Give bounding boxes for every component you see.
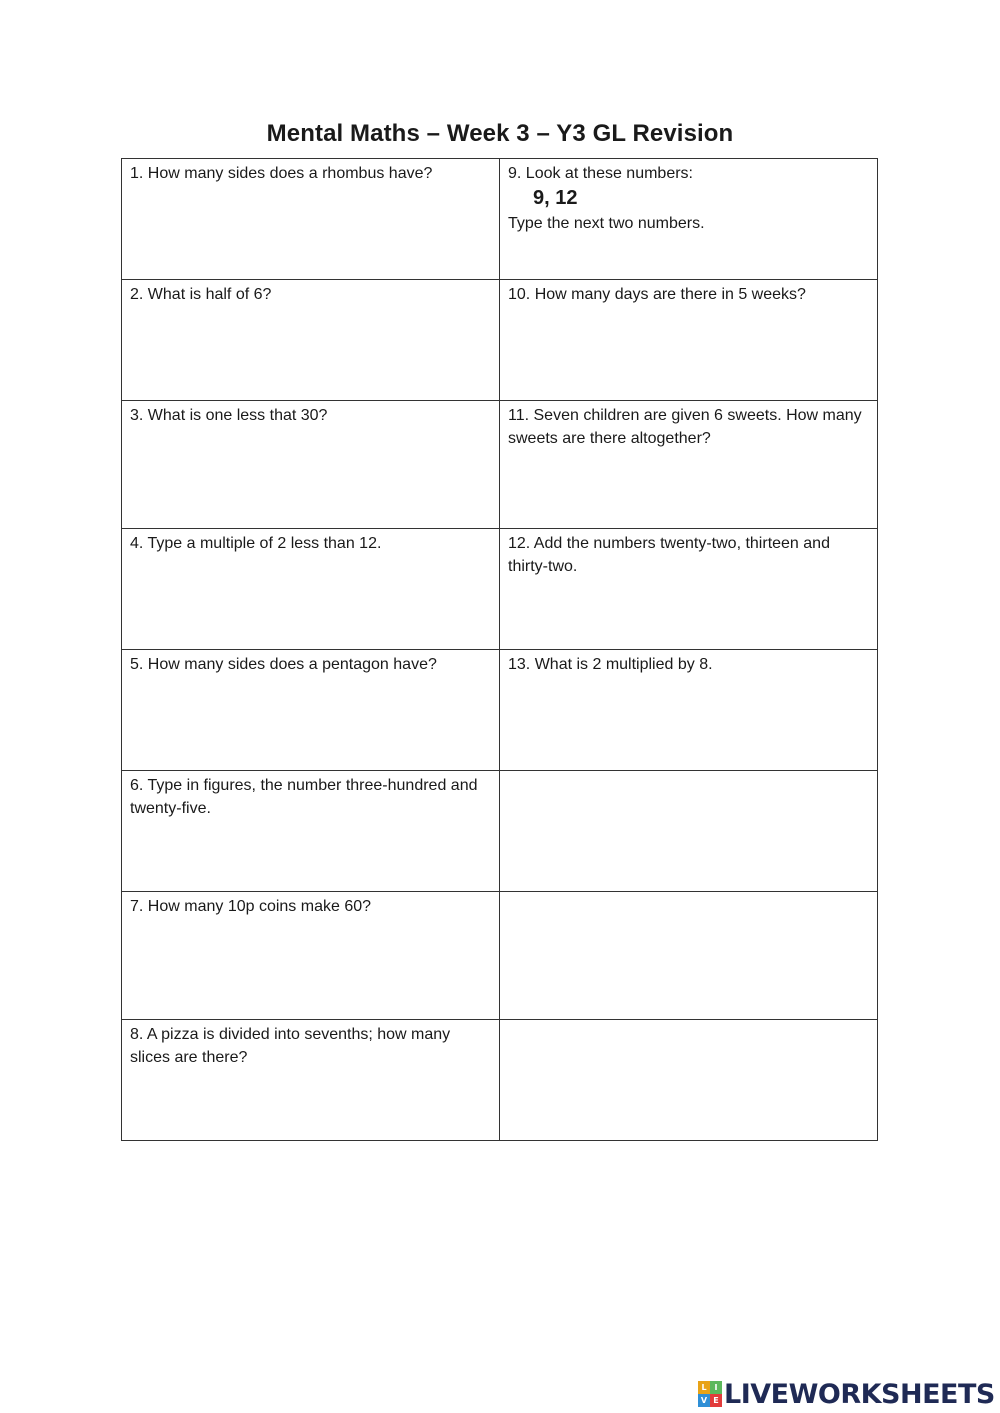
- number-sequence: 9, 12: [533, 187, 578, 209]
- liveworksheets-logo-icon: [698, 1381, 722, 1407]
- empty-cell: [500, 892, 878, 1020]
- questions-table: [121, 158, 878, 1141]
- question-2: [122, 280, 500, 401]
- question-1: [122, 159, 500, 280]
- question-10-text: 10. How many days are there in 5 weeks?: [508, 286, 806, 303]
- table-row: [122, 1020, 878, 1141]
- logo-letter: V: [698, 1394, 710, 1407]
- question-7-text: 7. How many 10p coins make 60?: [130, 898, 372, 915]
- question-8: [122, 1020, 500, 1141]
- question-9: [500, 159, 878, 280]
- table-row: [122, 280, 878, 401]
- table-row: [122, 650, 878, 771]
- question-1-text: 1. How many sides does a rhombus have?: [130, 165, 433, 182]
- question-2-text: 2. What is half of 6?: [130, 286, 272, 303]
- empty-cell: [500, 1020, 878, 1141]
- question-4: [122, 529, 500, 650]
- logo-letter: I: [710, 1381, 722, 1394]
- page-title: Mental Maths – Week 3 – Y3 GL Revision: [266, 120, 734, 147]
- question-9-instruction: Type the next two numbers.: [508, 215, 705, 232]
- question-7: [122, 892, 500, 1020]
- question-10: [500, 280, 878, 401]
- question-5: [122, 650, 500, 771]
- question-5-text: 5. How many sides does a pentagon have?: [130, 656, 437, 673]
- question-13-text: 13. What is 2 multiplied by 8.: [508, 656, 713, 673]
- question-12: [500, 529, 878, 650]
- question-3-text: 3. What is one less that 30?: [130, 407, 328, 424]
- table-row: [122, 401, 878, 529]
- question-11-text: 11. Seven children are given 6 sweets. How many sweets are there altogether?: [508, 407, 862, 447]
- logo-letter: E: [710, 1394, 722, 1407]
- table-row: [122, 529, 878, 650]
- table-row: [122, 892, 878, 1020]
- question-3: [122, 401, 500, 529]
- question-12-text: 12. Add the numbers twenty-two, thirteen and thirty-two.: [508, 535, 830, 575]
- empty-cell: [500, 771, 878, 892]
- logo-letter: L: [698, 1381, 710, 1394]
- question-13: [500, 650, 878, 771]
- question-4-text: 4. Type a multiple of 2 less than 12.: [130, 535, 382, 552]
- question-8-text: 8. A pizza is divided into sevenths; how many slices are there?: [130, 1026, 451, 1066]
- liveworksheets-watermark: [698, 1378, 995, 1410]
- question-6: [122, 771, 500, 892]
- table-row: [122, 771, 878, 892]
- question-6-text: 6. Type in figures, the number three-hundred and twenty-five.: [130, 777, 478, 817]
- table-row: [122, 159, 878, 280]
- question-9-intro: 9. Look at these numbers:: [508, 165, 693, 182]
- question-11: [500, 401, 878, 529]
- watermark-text: LIVEWORKSHEETS: [724, 1378, 995, 1410]
